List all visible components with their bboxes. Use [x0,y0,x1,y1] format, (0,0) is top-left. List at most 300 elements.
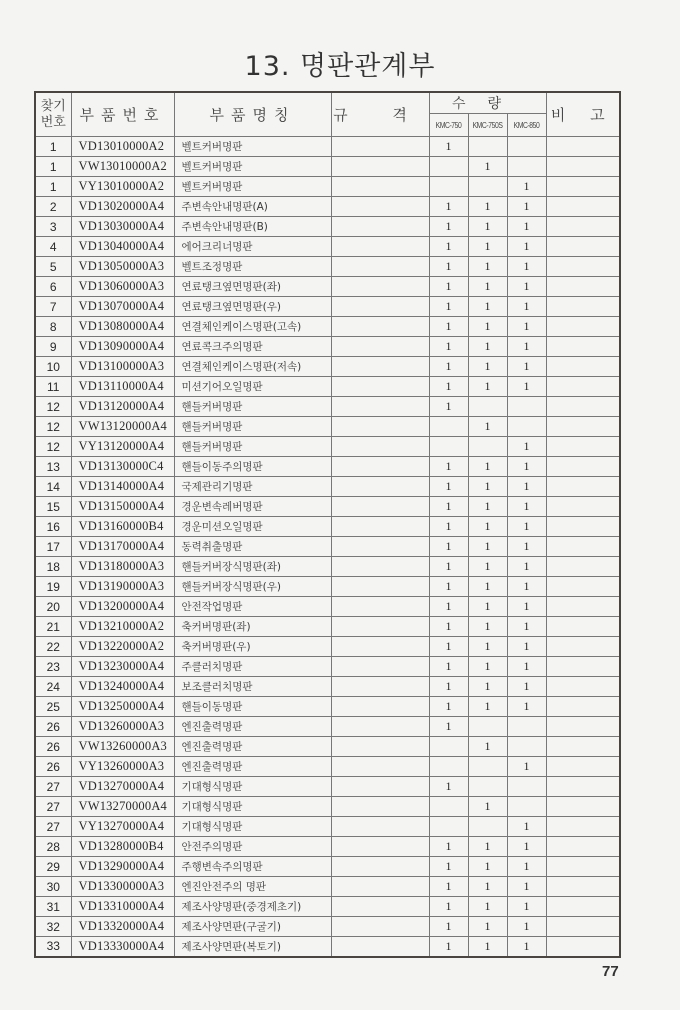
remarks-cell [546,597,620,617]
qty-kmc750-cell [429,417,468,437]
qty-kmc850-cell: 1 [507,697,546,717]
qty-kmc750-cell: 1 [429,697,468,717]
header-part-name: 부품명칭 [174,92,331,137]
remarks-cell [546,937,620,957]
part-name-cell: 경운변속레버명판 [174,497,331,517]
qty-kmc750s-cell: 1 [468,857,507,877]
qty-kmc750s-cell: 1 [468,297,507,317]
find-no-cell: 27 [35,777,71,797]
part-name-cell: 엔진안전주의 명판 [174,877,331,897]
part-name-cell: 핸들이동명판 [174,697,331,717]
remarks-cell [546,777,620,797]
part-number-cell: VD13100000A3 [71,357,174,377]
part-number-cell: VD13110000A4 [71,377,174,397]
page-number: 77 [602,963,619,980]
find-no-cell: 30 [35,877,71,897]
part-name-cell: 제조사양명판(중경제초기) [174,897,331,917]
spec-cell [331,197,429,217]
part-number-cell: VD13230000A4 [71,657,174,677]
part-name-cell: 미션기어오일명판 [174,377,331,397]
part-name-cell: 기대형식명판 [174,817,331,837]
remarks-cell [546,277,620,297]
part-name-cell: 핸들커버명판 [174,417,331,437]
part-number-cell: VD13180000A3 [71,557,174,577]
part-number-cell: VD13270000A4 [71,777,174,797]
table-row [35,617,620,637]
qty-kmc750-cell: 1 [429,617,468,637]
part-number-cell: VD13140000A4 [71,477,174,497]
find-no-cell: 22 [35,637,71,657]
qty-kmc750-cell [429,797,468,817]
qty-kmc750s-cell: 1 [468,417,507,437]
qty-kmc850-cell: 1 [507,317,546,337]
qty-kmc750s-cell: 1 [468,157,507,177]
table-row [35,597,620,617]
qty-kmc750s-cell: 1 [468,257,507,277]
qty-kmc850-cell [507,417,546,437]
find-no-cell: 31 [35,897,71,917]
qty-kmc750-cell: 1 [429,357,468,377]
qty-kmc750-cell [429,817,468,837]
find-no-cell: 25 [35,697,71,717]
part-number-cell: VY13120000A4 [71,437,174,457]
spec-cell [331,437,429,457]
header-model-kmc750s: KMC-750S [471,114,504,137]
spec-cell [331,237,429,257]
part-number-cell: VW13260000A3 [71,737,174,757]
spec-cell [331,157,429,177]
header-find-no-line1: 찾기 [40,98,66,114]
part-number-cell: VD13310000A4 [71,897,174,917]
qty-kmc850-cell: 1 [507,757,546,777]
remarks-cell [546,717,620,737]
remarks-cell [546,237,620,257]
part-number-cell: VD13200000A4 [71,597,174,617]
qty-kmc850-cell: 1 [507,517,546,537]
part-name-cell: 연결체인케이스명판(고속) [174,317,331,337]
find-no-cell: 15 [35,497,71,517]
spec-cell [331,177,429,197]
find-no-cell: 21 [35,617,71,637]
spec-cell [331,917,429,937]
spec-cell [331,697,429,717]
qty-kmc750-cell: 1 [429,297,468,317]
spec-cell [331,217,429,237]
spec-cell [331,837,429,857]
spec-cell [331,577,429,597]
qty-kmc750s-cell: 1 [468,697,507,717]
table-row [35,717,620,737]
spec-cell [331,797,429,817]
part-name-cell: 기대형식명판 [174,777,331,797]
qty-kmc850-cell [507,397,546,417]
qty-kmc750-cell: 1 [429,637,468,657]
find-no-cell: 7 [35,297,71,317]
remarks-cell [546,217,620,237]
qty-kmc750-cell: 1 [429,937,468,957]
qty-kmc750-cell: 1 [429,597,468,617]
header-model-kmc750: KMC-750 [432,114,465,137]
table-row [35,217,620,237]
qty-kmc750s-cell [468,757,507,777]
part-number-cell: VD13170000A4 [71,537,174,557]
table-row [35,657,620,677]
remarks-cell [546,897,620,917]
header-quantity: 수량 [429,92,546,114]
header-model-kmc850: KMC-850 [510,114,543,137]
part-number-cell: VD13290000A4 [71,857,174,877]
find-no-cell: 33 [35,937,71,957]
remarks-cell [546,837,620,857]
table-row [35,777,620,797]
part-number-cell: VW13120000A4 [71,417,174,437]
find-no-cell: 27 [35,797,71,817]
part-name-cell: 엔진출력명판 [174,737,331,757]
find-no-cell: 6 [35,277,71,297]
remarks-cell [546,437,620,457]
part-name-cell: 축커버명판(우) [174,637,331,657]
part-number-cell: VD13050000A3 [71,257,174,277]
part-name-cell: 벨트조정명판 [174,257,331,277]
table-row [35,237,620,257]
qty-kmc850-cell: 1 [507,877,546,897]
qty-kmc850-cell: 1 [507,197,546,217]
table-row [35,837,620,857]
part-number-cell: VD13080000A4 [71,317,174,337]
part-name-cell: 동력취출명판 [174,537,331,557]
part-number-cell: VD13070000A4 [71,297,174,317]
qty-kmc750-cell: 1 [429,497,468,517]
qty-kmc750-cell [429,757,468,777]
qty-kmc750-cell: 1 [429,837,468,857]
find-no-cell: 12 [35,417,71,437]
qty-kmc750-cell: 1 [429,137,468,157]
qty-kmc750-cell: 1 [429,317,468,337]
qty-kmc750s-cell: 1 [468,897,507,917]
qty-kmc750-cell [429,177,468,197]
qty-kmc750s-cell: 1 [468,657,507,677]
table-row [35,177,620,197]
find-no-cell: 16 [35,517,71,537]
table-row [35,797,620,817]
qty-kmc750s-cell: 1 [468,457,507,477]
qty-kmc850-cell: 1 [507,257,546,277]
remarks-cell [546,657,620,677]
qty-kmc750s-cell: 1 [468,677,507,697]
find-no-cell: 5 [35,257,71,277]
table-row [35,557,620,577]
find-no-cell: 3 [35,217,71,237]
header-remarks: 비 고 [546,92,620,137]
qty-kmc750-cell: 1 [429,257,468,277]
find-no-cell: 20 [35,597,71,617]
qty-kmc750-cell [429,437,468,457]
table-row [35,737,620,757]
qty-kmc750s-cell: 1 [468,377,507,397]
part-number-cell: VD13330000A4 [71,937,174,957]
part-number-cell: VW13010000A2 [71,157,174,177]
table-row [35,377,620,397]
remarks-cell [546,397,620,417]
find-no-cell: 8 [35,317,71,337]
qty-kmc850-cell: 1 [507,917,546,937]
spec-cell [331,417,429,437]
spec-cell [331,457,429,477]
find-no-cell: 1 [35,137,71,157]
qty-kmc750-cell: 1 [429,577,468,597]
qty-kmc850-cell: 1 [507,657,546,677]
part-number-cell: VD13280000B4 [71,837,174,857]
qty-kmc750-cell: 1 [429,237,468,257]
remarks-cell [546,417,620,437]
table-row [35,197,620,217]
qty-kmc850-cell [507,737,546,757]
part-name-cell: 안전주의명판 [174,837,331,857]
find-no-cell: 26 [35,757,71,777]
qty-kmc850-cell: 1 [507,677,546,697]
table-row [35,357,620,377]
spec-cell [331,617,429,637]
qty-kmc850-cell: 1 [507,297,546,317]
spec-cell [331,477,429,497]
remarks-cell [546,557,620,577]
part-number-cell: VD13300000A3 [71,877,174,897]
remarks-cell [546,197,620,217]
part-name-cell: 핸들커버명판 [174,397,331,417]
qty-kmc850-cell: 1 [507,937,546,957]
remarks-cell [546,877,620,897]
qty-kmc750s-cell: 1 [468,517,507,537]
find-no-cell: 9 [35,337,71,357]
qty-kmc750-cell: 1 [429,917,468,937]
part-name-cell: 엔진출력명판 [174,757,331,777]
table-row [35,157,620,177]
remarks-cell [546,297,620,317]
spec-cell [331,497,429,517]
remarks-cell [546,917,620,937]
qty-kmc750-cell: 1 [429,457,468,477]
spec-cell [331,597,429,617]
remarks-cell [546,817,620,837]
qty-kmc850-cell: 1 [507,817,546,837]
qty-kmc750-cell: 1 [429,277,468,297]
part-number-cell: VD13250000A4 [71,697,174,717]
find-no-cell: 28 [35,837,71,857]
qty-kmc850-cell [507,717,546,737]
remarks-cell [546,857,620,877]
spec-cell [331,857,429,877]
spec-cell [331,777,429,797]
part-name-cell: 핸들커버명판 [174,437,331,457]
qty-kmc850-cell: 1 [507,597,546,617]
find-no-cell: 11 [35,377,71,397]
spec-cell [331,737,429,757]
part-number-cell: VW13270000A4 [71,797,174,817]
qty-kmc750s-cell: 1 [468,497,507,517]
part-number-cell: VD13210000A2 [71,617,174,637]
table-row [35,337,620,357]
qty-kmc750s-cell [468,717,507,737]
qty-kmc750s-cell: 1 [468,477,507,497]
qty-kmc750-cell: 1 [429,717,468,737]
spec-cell [331,677,429,697]
find-no-cell: 4 [35,237,71,257]
find-no-cell: 26 [35,717,71,737]
table-row [35,677,620,697]
page-title: 13. 명판관계부 [244,51,436,82]
remarks-cell [546,617,620,637]
table-row [35,257,620,277]
qty-kmc750s-cell: 1 [468,577,507,597]
spec-cell [331,397,429,417]
part-name-cell: 안전작업명판 [174,597,331,617]
qty-kmc750s-cell [468,397,507,417]
qty-kmc850-cell: 1 [507,537,546,557]
qty-kmc750s-cell: 1 [468,337,507,357]
remarks-cell [546,517,620,537]
part-number-cell: VD13260000A3 [71,717,174,737]
qty-kmc750-cell: 1 [429,877,468,897]
qty-kmc850-cell: 1 [507,857,546,877]
table-row [35,577,620,597]
part-name-cell: 축커버명판(좌) [174,617,331,637]
qty-kmc750-cell: 1 [429,777,468,797]
header-find-no [35,92,71,137]
part-name-cell: 벨트커버명판 [174,177,331,197]
part-number-cell: VD13150000A4 [71,497,174,517]
find-no-cell: 17 [35,537,71,557]
qty-kmc750s-cell [468,777,507,797]
qty-kmc750s-cell: 1 [468,537,507,557]
qty-kmc850-cell [507,137,546,157]
spec-cell [331,137,429,157]
table-row [35,757,620,777]
remarks-cell [546,577,620,597]
remarks-cell [546,457,620,477]
remarks-cell [546,677,620,697]
part-name-cell: 핸들커버장식명판(우) [174,577,331,597]
qty-kmc850-cell: 1 [507,477,546,497]
part-name-cell: 기대형식명판 [174,797,331,817]
part-name-cell: 제조사양면판(복토기) [174,937,331,957]
remarks-cell [546,337,620,357]
qty-kmc750s-cell: 1 [468,277,507,297]
remarks-cell [546,537,620,557]
qty-kmc750s-cell [468,437,507,457]
part-number-cell: VD13060000A3 [71,277,174,297]
qty-kmc750-cell: 1 [429,537,468,557]
find-no-cell: 1 [35,177,71,197]
table-row [35,937,620,957]
table-row [35,437,620,457]
qty-kmc750-cell: 1 [429,657,468,677]
spec-cell [331,557,429,577]
part-number-cell: VD13010000A2 [71,137,174,157]
qty-kmc750s-cell: 1 [468,557,507,577]
table-row [35,517,620,537]
table-row [35,497,620,517]
qty-kmc750s-cell: 1 [468,737,507,757]
header-part-no: 부품번호 [71,92,174,137]
qty-kmc750-cell: 1 [429,377,468,397]
qty-kmc750-cell: 1 [429,217,468,237]
spec-cell [331,877,429,897]
qty-kmc850-cell: 1 [507,277,546,297]
part-name-cell: 연료탱크옆면명판(우) [174,297,331,317]
find-no-cell: 2 [35,197,71,217]
qty-kmc750s-cell: 1 [468,637,507,657]
remarks-cell [546,477,620,497]
remarks-cell [546,797,620,817]
table-row [35,477,620,497]
find-no-cell: 13 [35,457,71,477]
qty-kmc850-cell: 1 [507,637,546,657]
spec-cell [331,537,429,557]
table-row [35,817,620,837]
qty-kmc850-cell: 1 [507,217,546,237]
qty-kmc850-cell: 1 [507,577,546,597]
remarks-cell [546,377,620,397]
qty-kmc750s-cell: 1 [468,317,507,337]
part-name-cell: 제조사양면판(구굴기) [174,917,331,937]
part-number-cell: VD13160000B4 [71,517,174,537]
find-no-cell: 27 [35,817,71,837]
spec-cell [331,637,429,657]
qty-kmc850-cell: 1 [507,377,546,397]
find-no-cell: 12 [35,397,71,417]
part-number-cell: VD13220000A2 [71,637,174,657]
part-name-cell: 에어크리너명판 [174,237,331,257]
part-name-cell: 연료콕크주의명판 [174,337,331,357]
spec-cell [331,937,429,957]
find-no-cell: 18 [35,557,71,577]
qty-kmc750s-cell: 1 [468,937,507,957]
spec-cell [331,297,429,317]
qty-kmc750-cell: 1 [429,857,468,877]
part-number-cell: VD13120000A4 [71,397,174,417]
qty-kmc850-cell: 1 [507,617,546,637]
table-row [35,637,620,657]
find-no-cell: 26 [35,737,71,757]
table-row [35,137,620,157]
spec-cell [331,357,429,377]
part-name-cell: 연료탱크옆면명판(좌) [174,277,331,297]
part-number-cell: VY13270000A4 [71,817,174,837]
table-row [35,417,620,437]
qty-kmc850-cell: 1 [507,897,546,917]
qty-kmc850-cell: 1 [507,457,546,477]
qty-kmc850-cell: 1 [507,357,546,377]
parts-table [34,91,621,958]
spec-cell [331,757,429,777]
qty-kmc750-cell: 1 [429,557,468,577]
spec-cell [331,257,429,277]
part-name-cell: 벨트커버명판 [174,157,331,177]
table-row [35,297,620,317]
qty-kmc750-cell: 1 [429,337,468,357]
qty-kmc750-cell [429,737,468,757]
part-name-cell: 주변속안내명판(B) [174,217,331,237]
qty-kmc750s-cell: 1 [468,197,507,217]
find-no-cell: 14 [35,477,71,497]
spec-cell [331,317,429,337]
header-find-no-line2: 번호 [40,114,66,130]
part-name-cell: 주변속안내명판(A) [174,197,331,217]
table-row [35,857,620,877]
spec-cell [331,717,429,737]
part-number-cell: VD13190000A3 [71,577,174,597]
find-no-cell: 19 [35,577,71,597]
